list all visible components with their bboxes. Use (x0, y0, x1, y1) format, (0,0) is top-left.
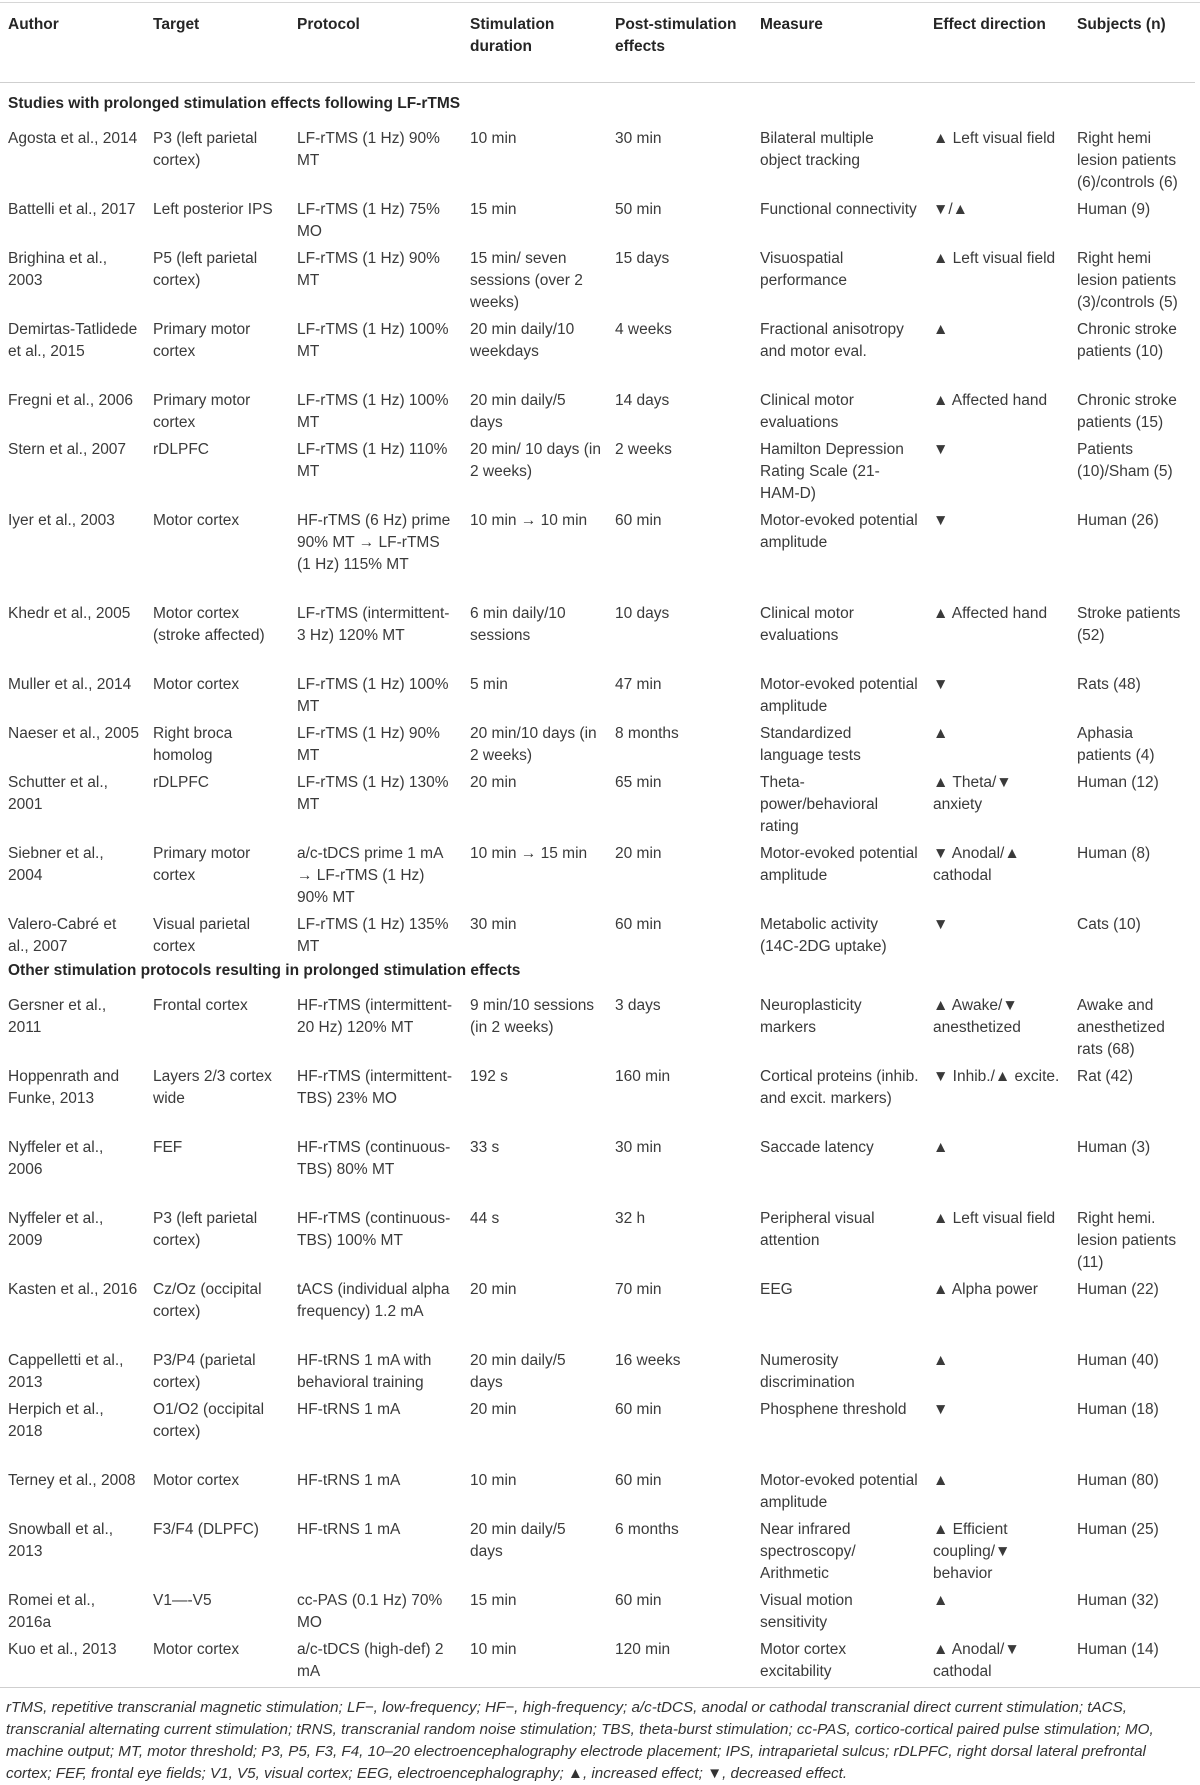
cell-subjects: Human (26) (1077, 512, 1159, 529)
table-row (0, 1132, 1195, 1203)
cell-duration: 10 min (470, 1472, 517, 1489)
cell-author: Stern et al., 2007 (8, 441, 127, 458)
header-author: Author (0, 4, 145, 83)
cell-author: Romei et al., 2016a (8, 1592, 96, 1631)
cell-target: Motor cortex (stroke affected) (153, 605, 265, 644)
cell-effect-direction: ▼ Inhib./▲ excite. (933, 1068, 1060, 1085)
cell-subjects: Right hemi lesion patients (3)/controls (5) (1077, 250, 1178, 311)
cell-subjects: Human (9) (1077, 201, 1151, 218)
cell-duration: 10 min → 10 min (470, 512, 588, 529)
cell-author: Valero-Cabré et al., 2007 (8, 916, 117, 955)
cell-effect-direction: ▼ (933, 1401, 949, 1418)
cell-duration: 15 min (470, 1592, 517, 1609)
table-row (0, 718, 1195, 767)
cell-protocol: HF-tRNS 1 mA with behavioral training (297, 1352, 432, 1391)
cell-subjects: Chronic stroke patients (15) (1077, 392, 1177, 431)
cell-author: Brighina et al., 2003 (8, 250, 108, 289)
cell-measure: Theta-power/behavioral rating (760, 774, 879, 835)
cell-measure: Peripheral visual attention (760, 1210, 875, 1249)
cell-effect-direction: ▼ (933, 441, 949, 458)
cell-measure: Phosphene threshold (760, 1401, 907, 1418)
section-title: Other stimulation protocols resulting in prolonged stimulation effects (8, 962, 521, 979)
cell-author: Gersner et al., 2011 (8, 997, 107, 1036)
cell-subjects: Human (3) (1077, 1139, 1151, 1156)
cell-subjects: Right hemi lesion patients (6)/controls (6) (1077, 130, 1178, 191)
header-row (0, 4, 1195, 83)
cell-post-effects: 8 months (615, 725, 679, 742)
cell-author: Kuo et al., 2013 (8, 1641, 117, 1658)
cell-effect-direction: ▲ Left visual field (933, 1210, 1056, 1227)
cell-effect-direction: ▲ (933, 1592, 949, 1609)
cell-target: P3 (left parietal cortex) (153, 130, 258, 169)
cell-subjects: Human (80) (1077, 1472, 1159, 1489)
cell-post-effects: 60 min (615, 916, 662, 933)
cell-author: Cappelletti et al., 2013 (8, 1352, 124, 1391)
header-target: Target (145, 4, 289, 83)
cell-author: Naeser et al., 2005 (8, 725, 139, 742)
cell-post-effects: 15 days (615, 250, 670, 267)
cell-subjects: Patients (10)/Sham (5) (1077, 441, 1173, 480)
cell-duration: 20 min daily/5 days (470, 1521, 566, 1560)
table-row (0, 243, 1195, 314)
cell-measure: Bilateral multiple object tracking (760, 130, 874, 169)
cell-subjects: Human (12) (1077, 774, 1159, 791)
cell-post-effects: 4 weeks (615, 321, 672, 338)
cell-protocol: LF-rTMS (1 Hz) 75% MO (297, 201, 440, 240)
cell-author: Schutter et al., 2001 (8, 774, 108, 813)
cell-duration: 20 min daily/5 days (470, 1352, 566, 1391)
cell-protocol: HF-rTMS (6 Hz) prime 90% MT → LF-rTMS (1 Hz) 115% MT (297, 512, 451, 573)
cell-duration: 9 min/10 sessions (in 2 weeks) (470, 997, 595, 1036)
cell-protocol: LF-rTMS (1 Hz) 130% MT (297, 774, 449, 813)
cell-protocol: LF-rTMS (1 Hz) 135% MT (297, 916, 449, 955)
cell-subjects: Aphasia patients (4) (1077, 725, 1155, 764)
cell-author: Hoppenrath and Funke, 2013 (8, 1068, 120, 1107)
cell-post-effects: 20 min (615, 845, 662, 862)
cell-measure: Motor-evoked potential amplitude (760, 845, 918, 884)
cell-author: Fregni et al., 2006 (8, 392, 133, 409)
cell-duration: 20 min daily/10 weekdays (470, 321, 575, 360)
cell-target: Primary motor cortex (153, 392, 251, 431)
cell-post-effects: 2 weeks (615, 441, 672, 458)
table-row (0, 505, 1195, 598)
table-row (0, 598, 1195, 669)
cell-protocol: HF-tRNS 1 mA (297, 1521, 401, 1538)
cell-effect-direction: ▲ (933, 725, 949, 742)
cell-protocol: LF-rTMS (1 Hz) 90% MT (297, 250, 440, 289)
cell-effect-direction: ▲ Left visual field (933, 130, 1056, 147)
cell-post-effects: 14 days (615, 392, 670, 409)
cell-effect-direction: ▲ (933, 1139, 949, 1156)
cell-post-effects: 10 days (615, 605, 670, 622)
cell-author: Nyffeler et al., 2006 (8, 1139, 104, 1178)
table-row (0, 1465, 1195, 1514)
cell-target: Motor cortex (153, 1472, 240, 1489)
cell-subjects: Human (18) (1077, 1401, 1159, 1418)
cell-protocol: cc-PAS (0.1 Hz) 70% MO (297, 1592, 443, 1631)
cell-subjects: Stroke patients (52) (1077, 605, 1181, 644)
cell-protocol: HF-tRNS 1 mA (297, 1401, 401, 1418)
cell-target: V1—-V5 (153, 1592, 212, 1609)
cell-post-effects: 120 min (615, 1641, 671, 1658)
cell-target: O1/O2 (occipital cortex) (153, 1401, 265, 1440)
cell-effect-direction: ▲ Efficient coupling/▼ behavior (933, 1521, 1011, 1582)
cell-target: F3/F4 (DLPFC) (153, 1521, 259, 1538)
cell-post-effects: 60 min (615, 1592, 662, 1609)
cell-protocol: LF-rTMS (1 Hz) 100% MT (297, 321, 449, 360)
table-body (0, 83, 1195, 1684)
cell-duration: 20 min (470, 774, 517, 791)
table-row (0, 669, 1195, 718)
cell-measure: Fractional anisotropy and motor eval. (760, 321, 904, 360)
cell-duration: 10 min (470, 130, 517, 147)
cell-duration: 20 min (470, 1401, 517, 1418)
table-row (0, 1203, 1195, 1274)
cell-post-effects: 60 min (615, 1401, 662, 1418)
cell-author: Khedr et al., 2005 (8, 605, 131, 622)
cell-author: Snowball et al., 2013 (8, 1521, 114, 1560)
header-measure: Measure (752, 4, 925, 83)
cell-effect-direction: ▼/▲ (933, 201, 968, 218)
cell-duration: 6 min daily/10 sessions (470, 605, 566, 644)
cell-protocol: LF-rTMS (1 Hz) 100% MT (297, 676, 449, 715)
cell-duration: 33 s (470, 1139, 500, 1156)
stimulation-studies-table (0, 4, 1195, 1683)
cell-target: Left posterior IPS (153, 201, 273, 218)
cell-target: P3 (left parietal cortex) (153, 1210, 258, 1249)
cell-author: Battelli et al., 2017 (8, 201, 136, 218)
cell-target: Motor cortex (153, 676, 240, 693)
cell-duration: 30 min (470, 916, 517, 933)
cell-protocol: HF-rTMS (continuous-TBS) 80% MT (297, 1139, 451, 1178)
cell-effect-direction: ▲ Alpha power (933, 1281, 1038, 1298)
cell-protocol: a/c-tDCS (high-def) 2 mA (297, 1641, 444, 1680)
cell-effect-direction: ▼ Anodal/▲ cathodal (933, 845, 1020, 884)
table-row (0, 123, 1195, 194)
cell-author: Terney et al., 2008 (8, 1472, 136, 1489)
cell-measure: Cortical proteins (inhib. and excit. markers) (760, 1068, 919, 1107)
cell-measure: Near infrared spectroscopy/ Arithmetic (760, 1521, 856, 1582)
cell-measure: EEG (760, 1281, 793, 1298)
cell-measure: Visuospatial performance (760, 250, 848, 289)
cell-effect-direction: ▲ (933, 1352, 949, 1369)
cell-duration: 20 min/10 days (in 2 weeks) (470, 725, 597, 764)
top-rule (0, 2, 1200, 3)
cell-measure: Motor-evoked potential amplitude (760, 676, 918, 715)
cell-measure: Metabolic activity (14C-2DG uptake) (760, 916, 887, 955)
cell-subjects: Human (32) (1077, 1592, 1159, 1609)
cell-subjects: Awake and anesthetized rats (68) (1077, 997, 1165, 1058)
section-header-row (0, 958, 1195, 990)
cell-measure: Visual motion sensitivity (760, 1592, 853, 1631)
cell-effect-direction: ▲ (933, 1472, 949, 1489)
cell-measure: Functional connectivity (760, 201, 917, 218)
cell-author: Demirtas-Tatlidede et al., 2015 (8, 321, 138, 360)
cell-effect-direction: ▲ Awake/▼ anesthetized (933, 997, 1021, 1036)
cell-protocol: LF-rTMS (1 Hz) 110% MT (297, 441, 448, 480)
cell-post-effects: 30 min (615, 130, 662, 147)
cell-author: Nyffeler et al., 2009 (8, 1210, 104, 1249)
section-header-row (0, 83, 1195, 124)
cell-protocol: HF-rTMS (intermittent-20 Hz) 120% MT (297, 997, 452, 1036)
cell-duration: 10 min → 15 min (470, 845, 588, 862)
cell-post-effects: 50 min (615, 201, 662, 218)
cell-author: Kasten et al., 2016 (8, 1281, 138, 1298)
cell-subjects: Rat (42) (1077, 1068, 1133, 1085)
cell-protocol: LF-rTMS (intermittent-3 Hz) 120% MT (297, 605, 450, 644)
table-row (0, 990, 1195, 1061)
cell-subjects: Human (14) (1077, 1641, 1159, 1658)
cell-target: P5 (left parietal cortex) (153, 250, 258, 289)
cell-post-effects: 60 min (615, 512, 662, 529)
cell-author: Muller et al., 2014 (8, 676, 132, 693)
cell-target: Primary motor cortex (153, 845, 251, 884)
cell-target: Motor cortex (153, 1641, 240, 1658)
cell-measure: Hamilton Depression Rating Scale (21-HAM-D) (760, 441, 904, 502)
cell-subjects: Human (8) (1077, 845, 1151, 862)
cell-subjects: Chronic stroke patients (10) (1077, 321, 1177, 360)
cell-effect-direction: ▲ Affected hand (933, 392, 1048, 409)
cell-protocol: a/c-tDCS prime 1 mA → LF-rTMS (1 Hz) 90% MT (297, 845, 443, 906)
cell-effect-direction: ▲ (933, 321, 949, 338)
cell-duration: 15 min/ seven sessions (over 2 weeks) (470, 250, 583, 311)
cell-duration: 20 min/ 10 days (in 2 weeks) (470, 441, 601, 480)
cell-post-effects: 47 min (615, 676, 662, 693)
table-row (0, 1394, 1195, 1465)
cell-post-effects: 3 days (615, 997, 661, 1014)
table-row (0, 1345, 1195, 1394)
table-row (0, 314, 1195, 385)
table-row (0, 1585, 1195, 1634)
cell-post-effects: 6 months (615, 1521, 679, 1538)
cell-effect-direction: ▼ (933, 916, 949, 933)
table-row (0, 1061, 1195, 1132)
cell-post-effects: 70 min (615, 1281, 662, 1298)
cell-target: Frontal cortex (153, 997, 248, 1014)
cell-measure: Numerosity discrimination (760, 1352, 855, 1391)
header-post-stimulation-effects: Post-stimulation effects (607, 4, 752, 83)
table-row (0, 838, 1195, 909)
cell-post-effects: 65 min (615, 774, 662, 791)
cell-protocol: HF-rTMS (continuous-TBS) 100% MT (297, 1210, 451, 1249)
cell-protocol: HF-tRNS 1 mA (297, 1472, 401, 1489)
table-row (0, 434, 1195, 505)
cell-subjects: Right hemi. lesion patients (11) (1077, 1210, 1177, 1271)
cell-author: Herpich et al., 2018 (8, 1401, 104, 1440)
cell-measure: Standardized language tests (760, 725, 861, 764)
cell-duration: 20 min (470, 1281, 517, 1298)
header-stimulation-duration: Stimulation duration (462, 4, 607, 83)
cell-subjects: Cats (10) (1077, 916, 1141, 933)
cell-target: Right broca homolog (153, 725, 233, 764)
cell-protocol: LF-rTMS (1 Hz) 90% MT (297, 130, 440, 169)
cell-author: Iyer et al., 2003 (8, 512, 115, 529)
cell-post-effects: 32 h (615, 1210, 646, 1227)
cell-protocol: LF-rTMS (1 Hz) 90% MT (297, 725, 440, 764)
cell-protocol: LF-rTMS (1 Hz) 100% MT (297, 392, 449, 431)
cell-effect-direction: ▲ Affected hand (933, 605, 1048, 622)
header-effect-direction: Effect direction (925, 4, 1069, 83)
cell-measure: Motor-evoked potential amplitude (760, 1472, 918, 1511)
cell-target: rDLPFC (153, 441, 209, 458)
cell-subjects: Human (25) (1077, 1521, 1159, 1538)
table-row (0, 1514, 1195, 1585)
cell-protocol: HF-rTMS (intermittent-TBS) 23% MO (297, 1068, 452, 1107)
cell-measure: Saccade latency (760, 1139, 874, 1156)
cell-effect-direction: ▼ (933, 676, 949, 693)
table-row (0, 909, 1195, 958)
cell-subjects: Rats (48) (1077, 676, 1141, 693)
cell-duration: 15 min (470, 201, 517, 218)
cell-target: Primary motor cortex (153, 321, 251, 360)
cell-subjects: Human (22) (1077, 1281, 1159, 1298)
cell-target: Motor cortex (153, 512, 240, 529)
cell-effect-direction: ▼ (933, 512, 949, 529)
header-subjects: Subjects (n) (1069, 4, 1195, 83)
cell-post-effects: 160 min (615, 1068, 671, 1085)
cell-target: FEF (153, 1139, 183, 1156)
cell-target: P3/P4 (parietal cortex) (153, 1352, 256, 1391)
cell-effect-direction: ▲ Anodal/▼ cathodal (933, 1641, 1020, 1680)
cell-protocol: tACS (individual alpha frequency) 1.2 mA (297, 1281, 450, 1320)
cell-target: Visual parietal cortex (153, 916, 251, 955)
cell-post-effects: 60 min (615, 1472, 662, 1489)
cell-subjects: Human (40) (1077, 1352, 1159, 1369)
table-row (0, 767, 1195, 838)
cell-post-effects: 16 weeks (615, 1352, 681, 1369)
cell-duration: 5 min (470, 676, 508, 693)
cell-measure: Clinical motor evaluations (760, 605, 854, 644)
cell-target: rDLPFC (153, 774, 209, 791)
table-row (0, 1634, 1195, 1683)
header-protocol: Protocol (289, 4, 462, 83)
table-footnote: rTMS, repetitive transcranial magnetic stimulation; LF−, low-frequency; HF−, high-frequency; a/c-tDCS, anodal or cathodal transcranial direct current stimulation; tACS, transcranial alternating current stimulation; tRNS, transcranial random noise stimulation; TBS, theta-burst stimulation; cc-PAS, cortico-cortical paired pulse stimulation; MO, machine output; MT, motor threshold; P3, P5, F3, F4, 10–20 electroencephalography electrode placement; IPS, intraparietal sulcus; rDLPFC, right dorsal lateral prefrontal cortex; FEF, frontal eye fields; V1, V5, visual cortex; EEG, electroencephalography; ▲, increased effect; ▼, decreased effect. (6, 1699, 1154, 1782)
table-row (0, 385, 1195, 434)
cell-target: Layers 2/3 cortex wide (153, 1068, 272, 1107)
cell-effect-direction: ▲ Theta/▼ anxiety (933, 774, 1012, 813)
cell-measure: Motor cortex excitability (760, 1641, 847, 1680)
cell-measure: Motor-evoked potential amplitude (760, 512, 918, 551)
cell-duration: 44 s (470, 1210, 500, 1227)
cell-post-effects: 30 min (615, 1139, 662, 1156)
table-row (0, 194, 1195, 243)
section-title: Studies with prolonged stimulation effects following LF-rTMS (8, 95, 461, 112)
cell-author: Agosta et al., 2014 (8, 130, 138, 147)
cell-duration: 20 min daily/5 days (470, 392, 566, 431)
cell-author: Siebner et al., 2004 (8, 845, 104, 884)
cell-measure: Clinical motor evaluations (760, 392, 854, 431)
table-row (0, 1274, 1195, 1345)
bottom-rule (0, 1687, 1200, 1688)
cell-duration: 10 min (470, 1641, 517, 1658)
cell-target: Cz/Oz (occipital cortex) (153, 1281, 262, 1320)
cell-measure: Neuroplasticity markers (760, 997, 862, 1036)
cell-effect-direction: ▲ Left visual field (933, 250, 1056, 267)
cell-duration: 192 s (470, 1068, 508, 1085)
